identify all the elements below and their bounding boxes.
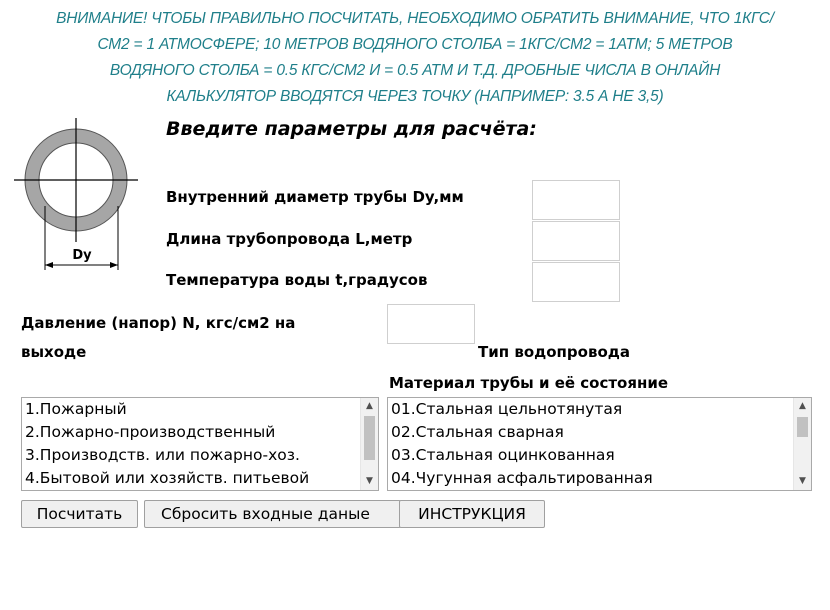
dim-arrow-left bbox=[45, 262, 53, 268]
pressure-label-line2: выходе bbox=[21, 343, 87, 361]
instruction-button[interactable]: ИНСТРУКЦИЯ bbox=[399, 500, 545, 528]
list-item[interactable]: 2.Пожарно-производственный bbox=[25, 423, 276, 441]
form-heading: Введите параметры для расчёта: bbox=[166, 118, 537, 140]
dim-arrow-right bbox=[110, 262, 118, 268]
list-item[interactable]: 02.Стальная сварная bbox=[391, 423, 564, 441]
dy-label: Dy bbox=[72, 248, 92, 263]
material-listbox[interactable] bbox=[387, 397, 812, 491]
length-label: Длина трубопровода L,метр bbox=[166, 230, 413, 248]
pipeline-type-scrollbar[interactable] bbox=[360, 398, 378, 490]
list-item[interactable]: 4.Бытовой или хозяйств. питьевой bbox=[25, 469, 310, 487]
list-item[interactable]: 03.Стальная оцинкованная bbox=[391, 446, 615, 464]
temperature-label: Температура воды t,градусов bbox=[166, 271, 428, 289]
notice-line: КАЛЬКУЛЯТОР ВВОДЯТСЯ ЧЕРЕЗ ТОЧКУ (НАПРИМЕР: 3.5 А НЕ 3,5) bbox=[166, 88, 664, 105]
pipeline-type-label: Тип водопровода bbox=[478, 343, 630, 361]
material-label: Материал трубы и её состояние bbox=[389, 374, 669, 392]
pressure-label-line1: Давление (напор) N, кгс/см2 на bbox=[21, 314, 296, 332]
scroll-down-icon[interactable]: ▼ bbox=[799, 476, 806, 486]
list-item[interactable]: 04.Чугунная асфальтированная bbox=[391, 469, 653, 487]
scroll-up-icon[interactable]: ▲ bbox=[799, 401, 806, 411]
notice-line: ВОДЯНОГО СТОЛБА = 0.5 КГС/СМ2 И = 0.5 АТМ И Т.Д. ДРОБНЫЕ ЧИСЛА В ОНЛАЙН bbox=[109, 62, 721, 79]
list-item[interactable]: 3.Производств. или пожарно-хоз. bbox=[25, 446, 300, 464]
notice-line: СМ2 = 1 АТМОСФЕРЕ; 10 МЕТРОВ ВОДЯНОГО СТОЛБА = 1КГС/СМ2 = 1АТМ; 5 МЕТРОВ bbox=[97, 36, 733, 53]
notice-line: ВНИМАНИЕ! ЧТОБЫ ПРАВИЛЬНО ПОСЧИТАТЬ, НЕОБХОДИМО ОБРАТИТЬ ВНИМАНИЕ, ЧТО 1КГС/ bbox=[56, 10, 774, 27]
temperature-input[interactable] bbox=[532, 262, 620, 302]
length-input[interactable] bbox=[532, 221, 620, 261]
material-scrollbar[interactable] bbox=[793, 398, 811, 490]
scroll-up-icon[interactable]: ▲ bbox=[366, 401, 373, 411]
scrollbar-thumb[interactable] bbox=[364, 416, 375, 460]
list-item[interactable]: 1.Пожарный bbox=[25, 400, 127, 418]
reset-button[interactable]: Сбросить входные даные bbox=[144, 500, 401, 528]
calculate-button[interactable]: Посчитать bbox=[21, 500, 138, 528]
diameter-input[interactable] bbox=[532, 180, 620, 220]
scroll-down-icon[interactable]: ▼ bbox=[366, 476, 373, 486]
notice-text bbox=[20, 6, 810, 110]
diameter-label: Внутренний диаметр трубы Dy,мм bbox=[166, 188, 464, 206]
pipeline-type-listbox[interactable] bbox=[21, 397, 379, 491]
pressure-input[interactable] bbox=[387, 304, 475, 344]
pipe-diameter-diagram bbox=[14, 118, 144, 278]
scrollbar-thumb[interactable] bbox=[797, 417, 808, 437]
list-item[interactable]: 01.Стальная цельнотянутая bbox=[391, 400, 623, 418]
